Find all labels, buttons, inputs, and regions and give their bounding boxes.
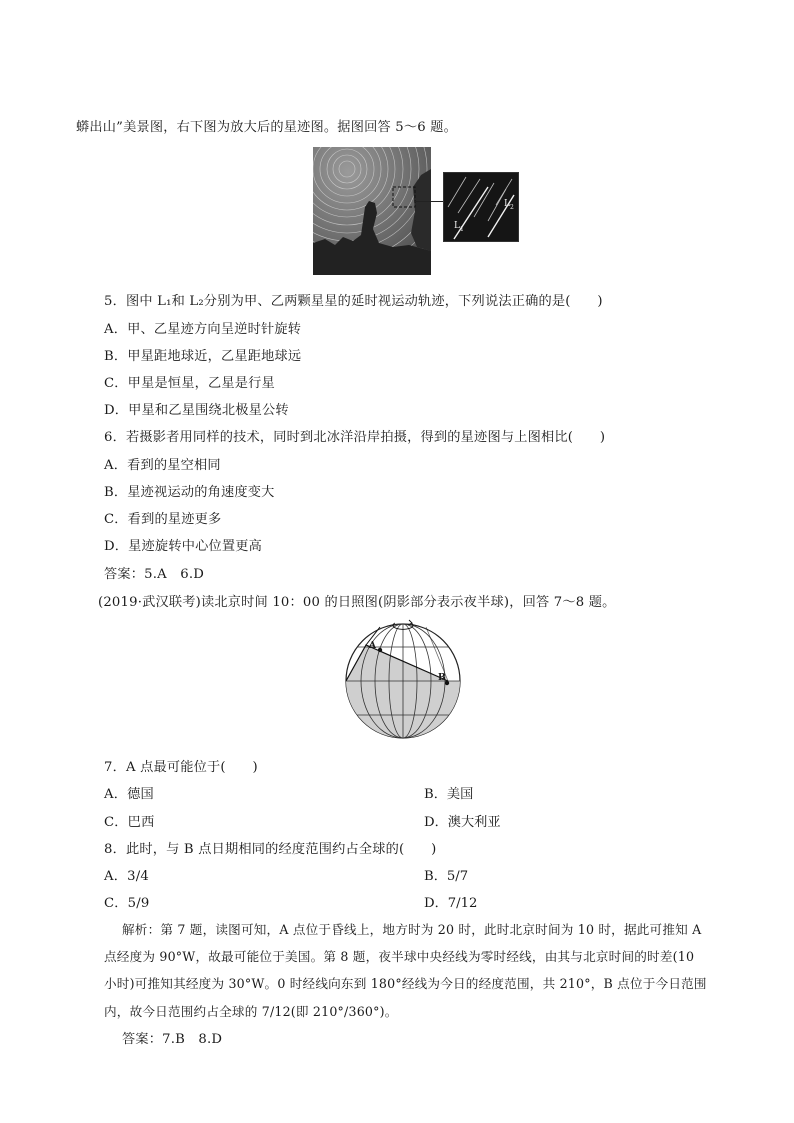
explanation-line-3: 小时)可推知其经度为 30°W。0 时经线向东到 180°经线为今日的经度范围，共 210°，B 点位于今日范围 xyxy=(104,976,707,991)
connector-line xyxy=(415,201,443,202)
label-point-a: A xyxy=(369,641,376,651)
point-a-marker xyxy=(378,648,382,652)
context-7-8: (2019·武汉联考)读北京时间 10：00 的日照图(阴影部分表示夜半球)，回答 7～8 题。 xyxy=(98,595,616,610)
intro-text: 蟒出山”美景图，右下图为放大后的星迹图。据图回答 5～6 题。 xyxy=(76,120,457,135)
explanation-line-2: 点经度为 90°W，故最可能位于美国。第 8 题，夜半球中央经线为零时经线，由其与北京时间的时差(10 xyxy=(104,949,695,964)
q5-option-a: A．甲、乙星迹方向呈逆时针旋转 xyxy=(104,322,302,337)
q6-option-b: B．星迹视运动的角速度变大 xyxy=(104,485,275,500)
label-l2: $L_2$ xyxy=(504,199,514,211)
q7-option-d: D．澳大利亚 xyxy=(424,815,501,830)
q8-option-d: D．7/12 xyxy=(424,896,478,911)
answer-7-8: 答案：7.B 8.D xyxy=(122,1032,223,1047)
illumination-globe-diagram xyxy=(340,617,470,745)
star-trail-inset xyxy=(443,172,519,242)
q5-option-b: B．甲星距地球近，乙星距地球远 xyxy=(104,349,302,364)
q6-stem: 6．若摄影者用同样的技术，同时到北冰洋沿岸拍摄，得到的星迹图与上图相比( ) xyxy=(104,430,606,445)
q6-option-c: C．看到的星迹更多 xyxy=(104,512,222,527)
q8-stem: 8．此时，与 B 点日期相同的经度范围约占全球的( ) xyxy=(104,842,437,857)
q8-option-b: B．5/7 xyxy=(424,869,469,884)
q6-option-d: D．星迹旋转中心位置更高 xyxy=(104,539,263,554)
q8-option-a: A．3/4 xyxy=(104,869,149,884)
label-l1: $L_1$ xyxy=(454,221,464,233)
q5-option-d: D．甲星和乙星围绕北极星公转 xyxy=(104,403,289,418)
explanation-line-1: 解析：第 7 题，读图可知，A 点位于昏线上，地方时为 20 时，此时北京时间为 10 时，据此可推知 A xyxy=(122,922,702,937)
q8-option-c: C．5/9 xyxy=(104,896,150,911)
answer-5-6: 答案：5.A 6.D xyxy=(104,567,205,582)
q7-option-a: A．德国 xyxy=(104,787,154,802)
explanation-line-4: 内，故今日范围约占全球的 7/12(即 210°/360°)。 xyxy=(104,1004,398,1019)
q7-option-b: B．美国 xyxy=(424,787,474,802)
q7-option-c: C．巴西 xyxy=(104,815,155,830)
star-trail-photo xyxy=(313,147,431,275)
q5-option-c: C．甲星是恒星，乙星是行星 xyxy=(104,376,275,391)
label-point-b: B xyxy=(438,673,446,683)
q7-stem: 7．A 点最可能位于( ) xyxy=(104,760,258,775)
q6-option-a: A．看到的星空相同 xyxy=(104,458,221,473)
q5-stem: 5．图中 L₁和 L₂分别为甲、乙两颗星星的延时视运动轨迹，下列说法正确的是( ) xyxy=(104,294,603,309)
